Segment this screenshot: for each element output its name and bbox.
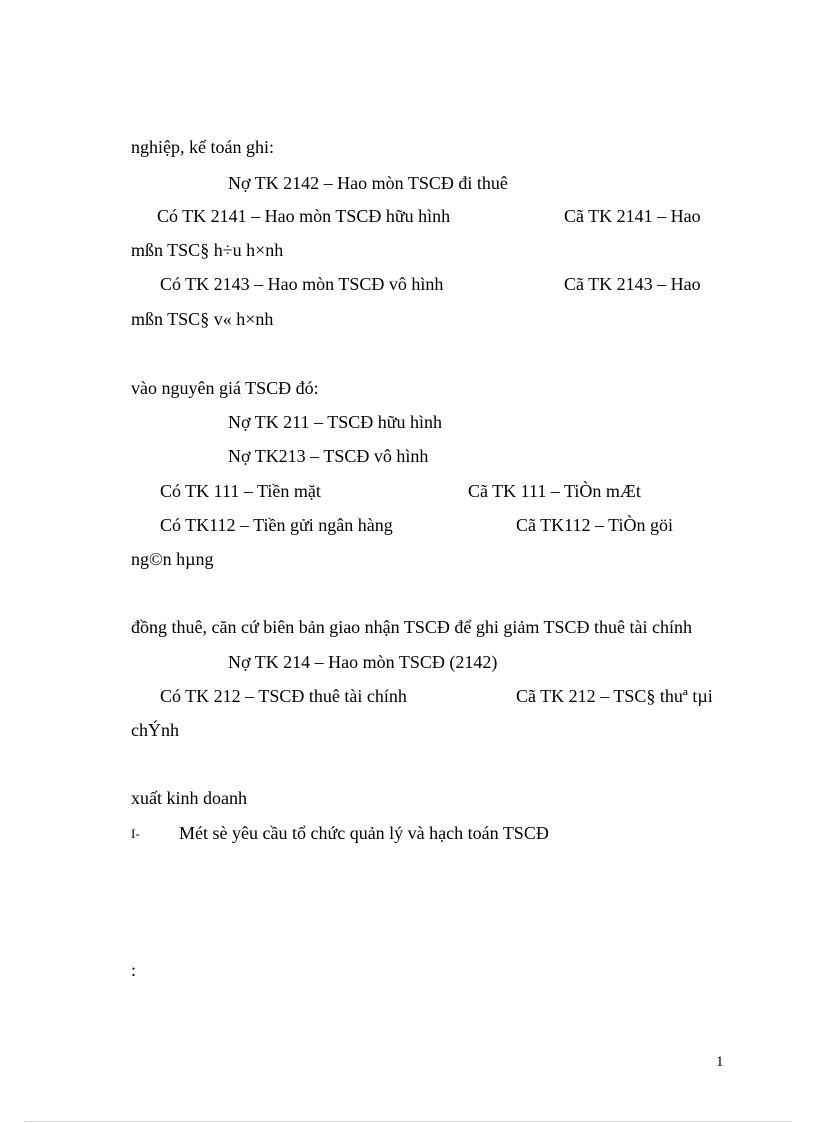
journal-entry-debit: Nợ TK 214 – Hao mòn TSCĐ (2142) xyxy=(228,652,498,672)
text-line: đồng thuê, căn cứ biên bản giao nhận TSCĐ để ghi giảm TSCĐ thuê tài chính xyxy=(131,617,692,637)
text-line: : xyxy=(131,960,137,980)
journal-entry-credit-legacy: Cã TK 2141 – Hao xyxy=(564,206,701,226)
journal-entry-credit-legacy: Cã TK 111 – TiÒn mÆt xyxy=(468,481,641,501)
journal-entry-credit: Có TK 2143 – Hao mòn TSCĐ vô hình xyxy=(160,274,444,294)
journal-entry-credit: Có TK112 – Tiền gửi ngân hàng xyxy=(160,515,393,535)
section-heading: Mét sè yêu cầu tổ chức quản lý và hạch toán TSCĐ xyxy=(179,823,549,843)
journal-entry-credit-legacy: ng©n hµng xyxy=(131,549,214,569)
section-number: I- xyxy=(131,826,140,841)
page-number: 1 xyxy=(716,1054,724,1070)
journal-entry-credit-legacy: Cã TK112 – TiÒn göi xyxy=(516,515,674,535)
journal-entry-credit: Có TK 212 – TSCĐ thuê tài chính xyxy=(160,686,407,706)
journal-entry-debit: Nợ TK 211 – TSCĐ hữu hình xyxy=(228,412,442,432)
page-bottom-border xyxy=(24,1121,792,1122)
journal-entry-credit-legacy: mßn TSC§ h÷u h×nh xyxy=(131,240,284,260)
journal-entry-credit-legacy: Cã TK 2143 – Hao xyxy=(564,274,701,294)
journal-entry-credit-legacy: Cã TK 212 – TSC§ thuª tµi xyxy=(516,686,713,706)
text-line: xuất kinh doanh xyxy=(131,788,247,808)
journal-entry-debit: Nợ TK213 – TSCĐ vô hình xyxy=(228,446,429,466)
text-line: vào nguyên giá TSCĐ đó: xyxy=(131,378,319,398)
journal-entry-debit: Nợ TK 2142 – Hao mòn TSCĐ đi thuê xyxy=(228,173,508,193)
journal-entry-credit: Có TK 111 – Tiền mặt xyxy=(160,481,321,501)
text-line: nghiệp, kế toán ghi: xyxy=(131,137,274,157)
journal-entry-credit: Có TK 2141 – Hao mòn TSCĐ hữu hình xyxy=(157,206,451,226)
journal-entry-credit-legacy: mßn TSC§ v« h×nh xyxy=(131,309,274,329)
journal-entry-credit-legacy: chÝnh xyxy=(131,720,179,740)
